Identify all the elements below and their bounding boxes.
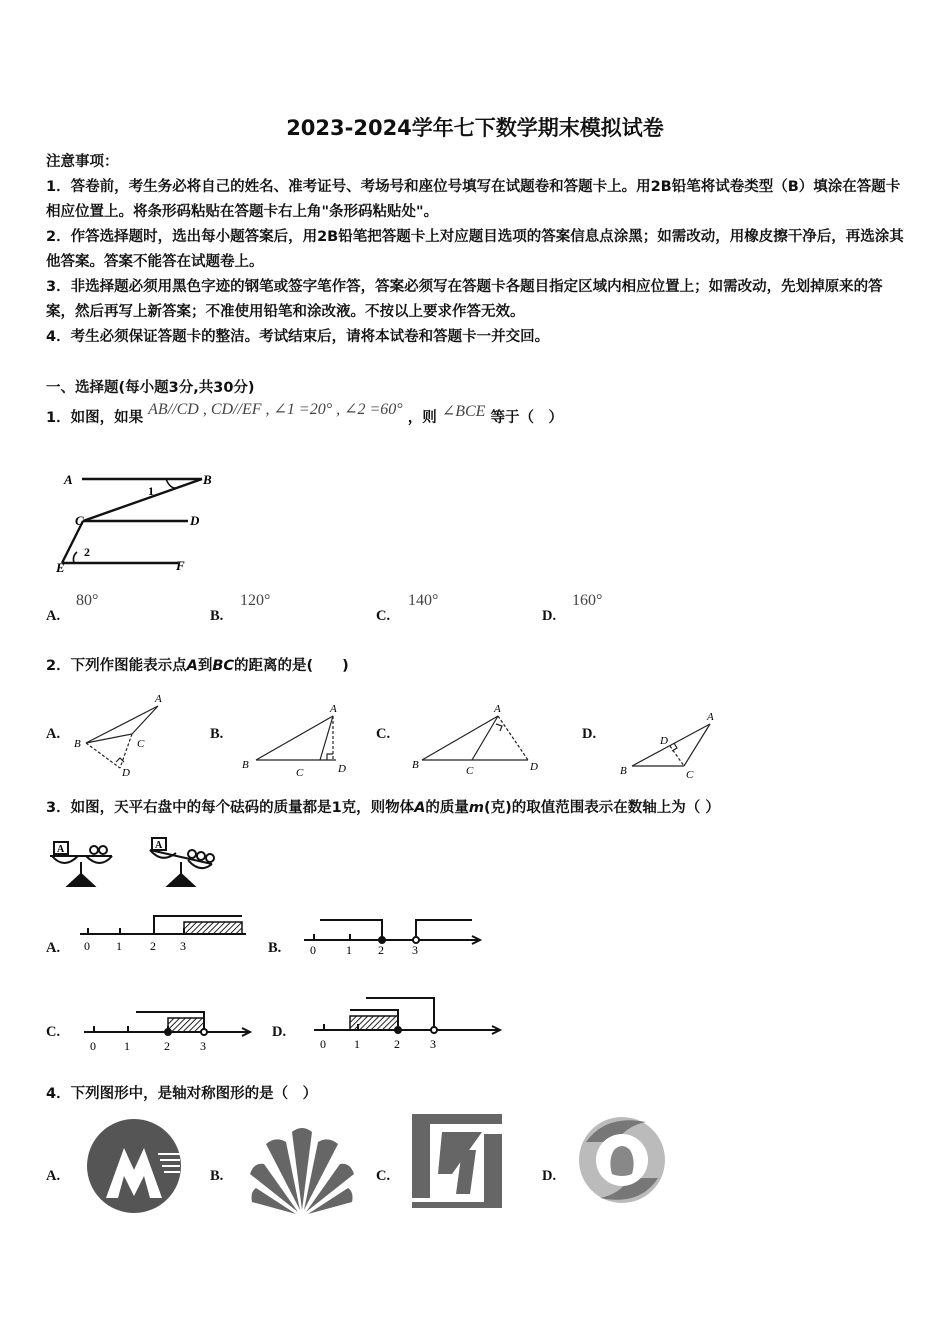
q1-label: B	[203, 472, 212, 487]
option-letter[interactable]: B.	[210, 726, 224, 742]
q2-figure-a	[70, 690, 180, 782]
svg-text:0: 0	[84, 939, 90, 953]
svg-text:B: B	[74, 738, 81, 750]
section-heading: 一、选择题(每小题3分,共30分)	[46, 380, 255, 396]
q3-balances	[46, 836, 226, 896]
q3-numberline-b	[300, 912, 490, 958]
svg-text:D: D	[530, 761, 538, 773]
option-letter[interactable]: B.	[268, 940, 282, 956]
option-letter[interactable]: D.	[272, 1024, 287, 1040]
option-letter[interactable]: A.	[46, 1168, 61, 1184]
q2-figure-c	[408, 700, 548, 780]
q3-prefix: 3．如图，天平右盘中的每个砝码的质量都是1克，则物体	[46, 800, 415, 816]
notice-item: 1．答卷前，考生务必将自己的姓名、准考证号、考场号和座位号填写在试题卷和答题卡上。用2B铅笔将试卷类型（B）填涂在答题卡相应位置上。将条形码粘贴在答题卡右上角"条形码粘贴处"。	[46, 179, 901, 220]
svg-text:2: 2	[150, 939, 156, 953]
svg-text:C: C	[296, 767, 304, 779]
option-letter[interactable]: B.	[210, 608, 224, 624]
option-value: 80°	[76, 592, 99, 609]
option-letter[interactable]: C.	[376, 608, 391, 624]
q1-label: 1	[148, 484, 154, 498]
svg-text:2: 2	[378, 943, 384, 957]
q3-mass: m	[468, 800, 485, 816]
option-value: 140°	[408, 592, 439, 609]
q4-logo-c	[412, 1114, 502, 1208]
q4-logo-a	[84, 1114, 188, 1218]
svg-text:D: D	[338, 763, 346, 775]
q1-condition: AB//CD , CD//EF , ∠1 =20° , ∠2 =60°	[148, 401, 403, 418]
q1-options	[46, 592, 746, 632]
option-letter[interactable]: B.	[210, 1168, 224, 1184]
q2-prefix: 2．下列作图能表示点	[46, 658, 187, 674]
notice-item: 3．非选择题必须用黑色字迹的钢笔或签字笔作答，答案必须写在答题卡各题目指定区域内相应位置上；如需改动，先划掉原来的答案，然后再写上新答案；不准使用铅笔和涂改液。不按以上要求作答无效。	[46, 279, 883, 320]
notice-item: 4．考生必须保证答题卡的整洁。考试结束后，请将本试卷和答题卡一并交回。	[46, 329, 550, 345]
q1-label: C	[75, 513, 84, 528]
q1-label: F	[176, 558, 185, 573]
option-letter[interactable]: D.	[542, 608, 557, 624]
svg-text:3: 3	[200, 1039, 206, 1053]
option-letter[interactable]: C.	[376, 726, 391, 742]
question-4: 4．下列图形中，是轴对称图形的是（ ）	[46, 1086, 318, 1102]
option-letter[interactable]: C.	[376, 1168, 391, 1184]
svg-text:A: A	[494, 703, 501, 715]
option-value: 160°	[572, 592, 603, 609]
svg-text:1: 1	[116, 939, 122, 953]
q1-label: E	[56, 560, 65, 575]
q2-mid: 到	[197, 658, 213, 674]
notice-section	[46, 150, 906, 350]
notice-heading: 注意事项：	[46, 154, 119, 170]
svg-text:1: 1	[354, 1037, 360, 1051]
q1-figure	[50, 462, 220, 578]
svg-text:1: 1	[346, 943, 352, 957]
svg-text:B: B	[620, 765, 627, 777]
q1-target: ∠BCE	[441, 403, 486, 420]
q2-figure-d	[614, 706, 734, 786]
svg-text:D: D	[122, 767, 130, 779]
svg-text:A: A	[155, 693, 162, 705]
svg-text:C: C	[466, 765, 474, 777]
option-letter[interactable]: A.	[46, 608, 61, 624]
svg-text:3: 3	[430, 1037, 436, 1051]
question-3	[46, 796, 720, 817]
svg-text:A: A	[57, 844, 65, 855]
option-value: 120°	[240, 592, 271, 609]
question-2	[46, 654, 349, 675]
svg-text:1: 1	[124, 1039, 130, 1053]
option-letter[interactable]: A.	[46, 726, 61, 742]
svg-text:C: C	[686, 769, 694, 781]
svg-text:D: D	[660, 735, 668, 747]
option-letter[interactable]: A.	[46, 940, 61, 956]
q1-label: 2	[84, 545, 90, 559]
q1-prefix: 1．如图，如果	[46, 410, 144, 426]
q2-figure-b	[238, 700, 358, 780]
q3-numberline-d	[310, 994, 510, 1054]
q1-suffix: 等于（ ）	[490, 410, 563, 426]
notice-item: 2．作答选择题时，选出每小题答案后，用2B铅笔把答题卡上对应题目选项的答案信息点涂黑；如需改动，用橡皮擦干净后，再选涂其他答案。答案不能答在试题卷上。	[46, 229, 904, 270]
q3-numberline-a	[76, 912, 256, 958]
svg-text:0: 0	[310, 943, 316, 957]
option-letter[interactable]: D.	[582, 726, 597, 742]
q3-mid: 的质量	[425, 800, 469, 816]
svg-text:C: C	[137, 738, 145, 750]
svg-text:0: 0	[90, 1039, 96, 1053]
page-title: 2023-2024学年七下数学期末模拟试卷	[286, 116, 664, 140]
q2-suffix: 的距离的是( )	[234, 658, 349, 674]
q1-label: A	[64, 472, 73, 487]
q3-object: A	[414, 800, 426, 816]
svg-text:3: 3	[412, 943, 418, 957]
svg-text:2: 2	[164, 1039, 170, 1053]
q2-line: BC	[212, 658, 235, 674]
question-1	[46, 401, 926, 427]
q1-mid: ，则	[407, 410, 437, 426]
q1-label: D	[190, 513, 200, 528]
q3-suffix: (克)的取值范围表示在数轴上为（ ）	[484, 800, 720, 816]
q2-point: A	[186, 658, 198, 674]
svg-text:A: A	[155, 840, 163, 851]
svg-text:A: A	[330, 703, 337, 715]
option-letter[interactable]: D.	[542, 1168, 557, 1184]
svg-text:B: B	[242, 759, 249, 771]
svg-text:0: 0	[320, 1037, 326, 1051]
q3-numberline-c	[80, 1004, 260, 1054]
svg-text:B: B	[412, 759, 419, 771]
svg-text:2: 2	[394, 1037, 400, 1051]
svg-text:3: 3	[180, 939, 186, 953]
svg-text:A: A	[707, 711, 714, 723]
option-letter[interactable]: C.	[46, 1024, 61, 1040]
q4-logo-d	[576, 1112, 668, 1208]
q4-logo-b	[246, 1122, 358, 1216]
